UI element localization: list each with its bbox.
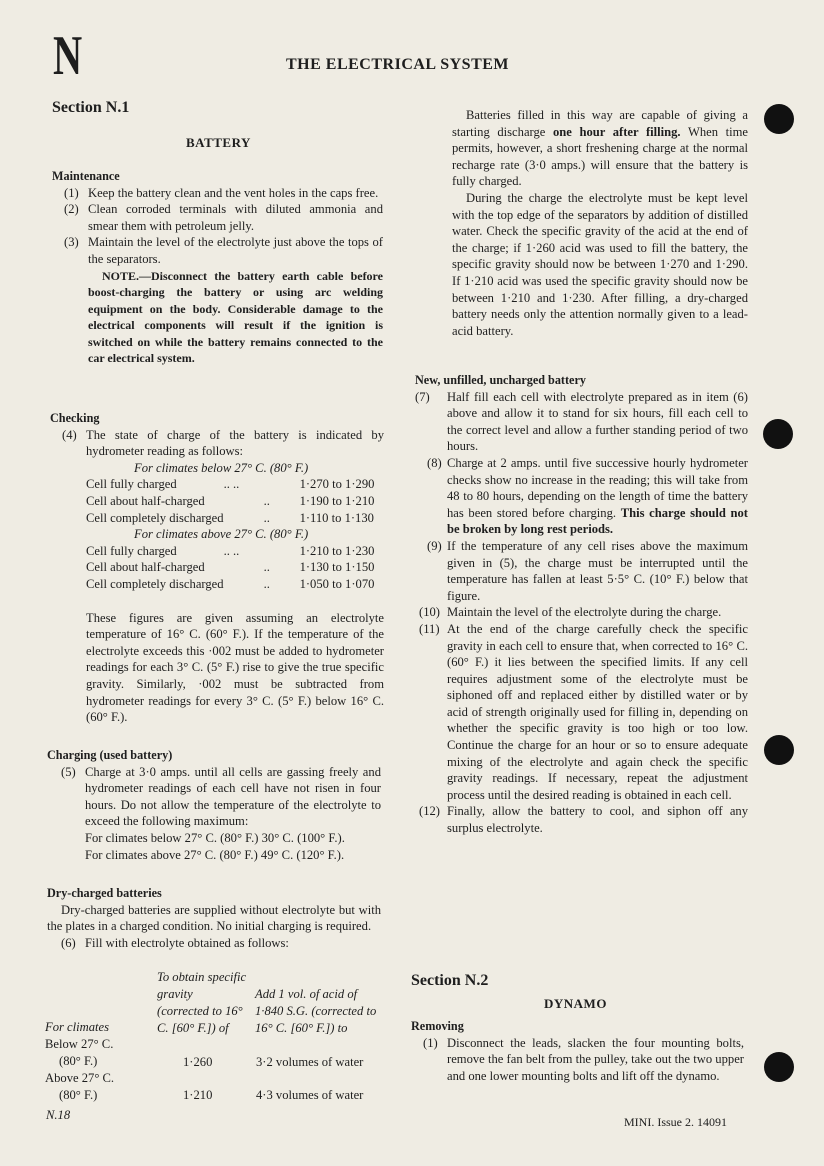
dry-para: Dry-charged batteries are supplied without electrolyte but with the plates in a charged condition. No initial charging is required. [47,902,381,934]
list-item: (3) Maintain the level of the electrolyte just above the tops of the separators. [64,235,383,266]
right-top-block [452,107,748,339]
th-specific-gravity: To obtain specific gravity (corrected to 16° C. [60° F.]) of [157,970,247,1035]
new-battery-block [415,372,748,837]
charging-max-above: For climates above 27° C. (80° F.) 49° C. (120° F.). [85,847,345,862]
removing-heading: Removing [411,1019,464,1033]
table-row: Cell about half-charged .. 1·190 to 1·210 [86,493,375,508]
dry-charge-para: During the charge the electrolyte must be kept level with the top edge of the separators by addition of distilled water. Check the specific gravity of the acid at the end of the charge; if 1·260 acid was used to fill the battery, the specific gravity should now be between 1·270 and 1·290. If 1·210 acid was used the specific gravity should now be between 1·210 and 1·230. After filling, a dry-charged battery needs only the attention normally given to a lead-acid battery. [452,190,748,338]
dry-charged-block [47,885,381,951]
maintenance-heading: Maintenance [52,169,120,183]
section-n1-title: Section N.1 [52,99,130,116]
row1-water: 3·2 volumes of water [256,1055,364,1069]
row1-climate: Below 27° C. [45,1037,114,1051]
th-climates: For climates [45,1020,110,1034]
page-number: N.18 [46,1108,71,1122]
dry-heading: Dry-charged batteries [47,886,162,900]
issue-footer: MINI. Issue 2. 14091 [624,1115,727,1129]
new-battery-heading: New, unfilled, uncharged battery [415,373,586,387]
list-item: (12) Finally, allow the battery to cool, and siphon off any surplus electrolyte. [419,804,748,836]
battery-subtitle: BATTERY [186,135,251,150]
row1-gravity: 1·260 [183,1055,213,1069]
above-table [86,543,374,593]
table-row: Cell completely discharged .. 1·110 to 1·130 [86,510,374,525]
punch-hole-1 [764,104,794,134]
above-climate-label: For climates above 27° C. (80° F.) [134,527,309,542]
punch-hole-2 [763,419,793,449]
below-climate-label: For climates below 27° C. (80° F.) [134,460,309,475]
list-item: (9) If the temperature of any cell rises above the maximum given in (5), the charge must be interrupted until the temperature has fallen at least 5·5° C. (10° F.) below that figure. [427,538,748,603]
electrolyte-table [45,969,387,1103]
list-item: (5) Charge at 3·0 amps. until all cells are gassing freely and hydrometer readings of each cell have not risen in four hours. Do not allow the temperature of the electrolyte to exceed the following maximum: [61,764,381,829]
table-row: Cell completely discharged .. 1·050 to 1·070 [86,576,375,591]
list-item: (6) Fill with electrolyte obtained as follows: [61,935,289,950]
dry-capability-para: Batteries filled in this way are capable of giving a starting discharge one hour after filling. When time permits, however, a short freshening charge at the normal recharge rate (3·0 amps.) will ensure that the battery is fully charged. [452,108,748,189]
list-item: (1) Keep the battery clean and the vent holes in the caps free. [64,185,379,200]
row2-climate-f: (80° F.) [59,1088,98,1102]
below-table [86,476,374,526]
row2-climate: Above 27° C. [45,1071,115,1085]
list-item: (7) Half fill each cell with electrolyte prepared as in item (6) above and allow it to stand for six hours, fill each cell to the correct level and allow a further standing period of two hours. [415,389,748,454]
list-item: (8) Charge at 2 amps. until five successive hourly hydrometer checks show no increase in the reading; this will take from 48 to 80 hours, depending on the length of time the battery has been stored before charging. This charge should not be broken by long rest periods. [427,455,748,537]
punch-hole-4 [764,1052,794,1082]
section-n2-title: Section N.2 [411,972,489,989]
row2-water: 4·3 volumes of water [256,1088,364,1102]
charging-block [47,747,381,863]
checking-block [50,410,384,726]
charging-max-below: For climates below 27° C. (80° F.) 30° C. (100° F.). [85,830,345,845]
list-item: (11) At the end of the charge carefully check the specific gravity in each cell to ensure that, when corrected to 16° C. (60° F.) it lies between the specified limits. If any cell requires adjustment some of the electrolyte must be siphoned off and replaced either by distilled water or by acid of strength originally used for filling in, depending on whether the specific gravity is too high or too low. Continue the charge for an hour or so to ensure adequate mixing of the electrolyte and again check the specific gravity readings. If necessary, repeat the adjustment process until the desired reading is obtained in each cell. [419,621,748,802]
list-item: (4) The state of charge of the battery is indicated by hydrometer reading as follows: [62,427,384,459]
charging-heading: Charging (used battery) [47,748,173,762]
list-item: (10) Maintain the level of the electrolyte during the charge. [419,605,722,620]
th-add-acid: Add 1 vol. of acid of 1·840 S.G. (corrected to 16° C. [60° F.]) to [255,987,377,1035]
table-row: Cell fully charged .. .. 1·210 to 1·230 [86,543,375,558]
checking-heading: Checking [50,411,100,425]
chapter-letter: N [53,25,83,87]
maintenance-block [52,168,383,367]
temperature-correction-para: These figures are given assuming an electrolyte temperature of 16° C. (60° F.). If the temperature of the electrolyte exceeds this ·002 must be added to hydrometer readings for each 3° C. (5° F.) rise to give the true specific gravity. Similarly, ·002 must be subtracted from hydrometer readings for every 3° C. (5° F.) below 16° C. (60° F.). [86,610,384,725]
list-item: (2) Clean corroded terminals with diluted ammonia and smear them with petroleum jelly. [64,202,383,233]
page-header-title: THE ELECTRICAL SYSTEM [286,56,510,73]
row2-gravity: 1·210 [183,1088,213,1102]
dynamo-subtitle: DYNAMO [544,996,607,1011]
row1-climate-f: (80° F.) [59,1054,98,1068]
punch-hole-3 [764,735,794,765]
removing-block [411,1018,744,1084]
maintenance-note: NOTE.—Disconnect the battery earth cable before boost-charging the battery or using arc welding equipment on the body. Considerable damage to the electrical components will result if the ignition is switched on while the battery remains connected to the car electrical system. [88,268,383,366]
list-item: (1) Disconnect the leads, slacken the four mounting bolts, remove the fan belt from the pulley, take out the two upper and one lower mounting bolts and lift off the dynamo. [423,1035,744,1083]
table-row: Cell fully charged .. .. 1·270 to 1·290 [86,477,375,492]
table-row: Cell about half-charged .. 1·130 to 1·150 [86,560,375,575]
